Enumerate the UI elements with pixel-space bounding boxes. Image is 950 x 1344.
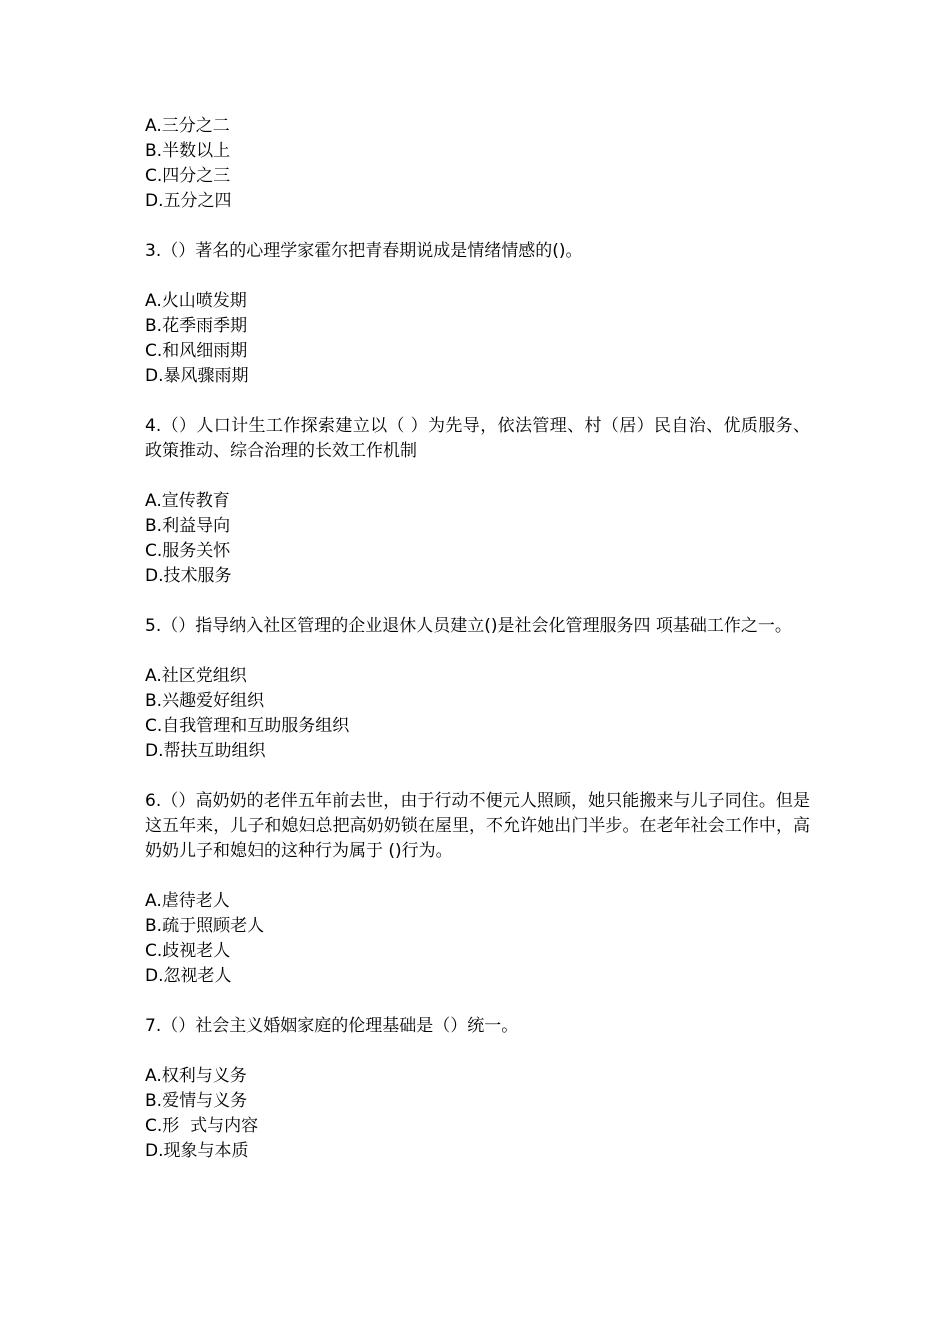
question-text: 7.（）社会主义婚姻家庭的伦理基础是（）统一。 (145, 1016, 519, 1036)
option-a: A.社区党组织 (145, 666, 247, 686)
question-4 (145, 414, 810, 589)
option-a: A.宣传教育 (145, 491, 230, 511)
leading-options (145, 114, 810, 214)
option-a: A.三分之二 (145, 116, 230, 136)
question-text: 4.（）人口计生工作探索建立以（ ）为先导，依法管理、村（居）民自治、优质服务、政策推动、综合治理的长效工作机制 (145, 416, 810, 461)
option-c: C.自我管理和互助服务组织 (145, 716, 350, 736)
question-text: 3.（）著名的心理学家霍尔把青春期说成是情绪情感的()。 (145, 241, 583, 261)
option-c: C.形 式与内容 (145, 1116, 259, 1136)
option-c: C.服务关怀 (145, 541, 231, 561)
option-d: D.忽视老人 (145, 966, 232, 986)
option-c: C.歧视老人 (145, 941, 231, 961)
document-page (145, 114, 810, 1164)
question-5 (145, 614, 810, 764)
option-c: C.四分之三 (145, 166, 231, 186)
option-d: D.暴风骤雨期 (145, 366, 249, 386)
option-b: B.花季雨季期 (145, 316, 248, 336)
question-3 (145, 239, 810, 389)
option-b: B.疏于照顾老人 (145, 916, 265, 936)
question-6 (145, 789, 810, 989)
option-b: B.利益导向 (145, 516, 231, 536)
option-a: A.虐待老人 (145, 891, 230, 911)
option-a: A.权利与义务 (145, 1066, 247, 1086)
option-c: C.和风细雨期 (145, 341, 248, 361)
option-d: D.五分之四 (145, 191, 232, 211)
option-b: B.兴趣爱好组织 (145, 691, 265, 711)
option-d: D.现象与本质 (145, 1141, 249, 1161)
question-7 (145, 1014, 810, 1164)
question-text: 5.（）指导纳入社区管理的企业退休人员建立()是社会化管理服务四 项基础工作之一。 (145, 616, 792, 636)
option-b: B.半数以上 (145, 141, 231, 161)
question-text: 6.（）高奶奶的老伴五年前去世，由于行动不便元人照顾，她只能搬来与儿子同住。但是这五年来，儿子和媳妇总把高奶奶锁在屋里，不允许她出门半步。在老年社会工作中，高奶奶儿子和媳妇的这种行为属于 ()行为。 (145, 791, 810, 861)
option-d: D.帮扶互助组织 (145, 741, 266, 761)
option-b: B.爱情与义务 (145, 1091, 248, 1111)
option-a: A.火山喷发期 (145, 291, 247, 311)
option-d: D.技术服务 (145, 566, 232, 586)
